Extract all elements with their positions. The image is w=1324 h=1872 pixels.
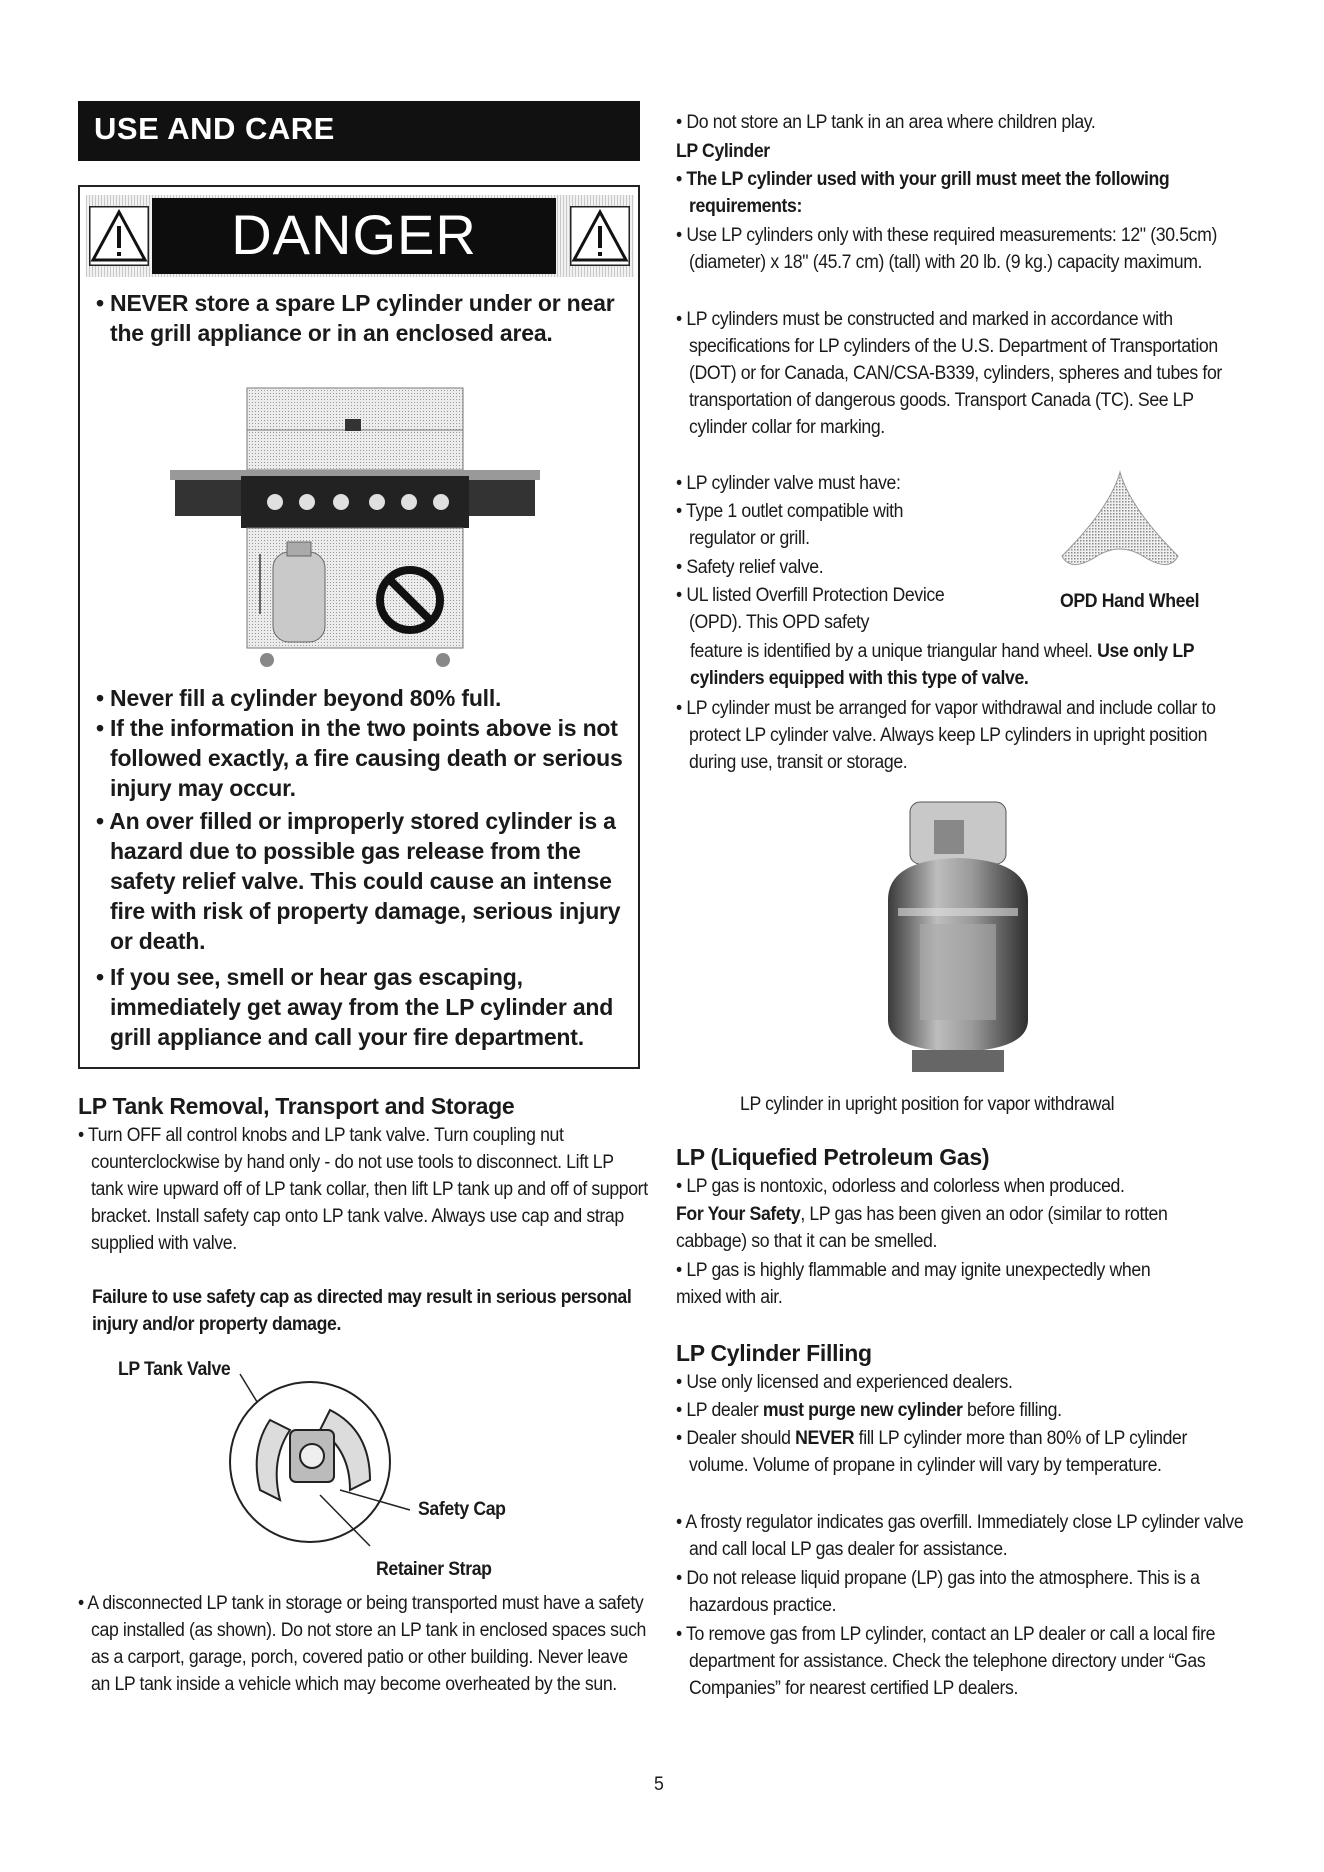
cylinder-construction: • LP cylinders must be constructed and marked in accordance with specifications for LP cylinders of the U.S. Department of Transportation (DOT) or for Canada, CAN/CSA-B339, cylinders, spheres and tubes for transportation of dangerous goods. Transport Canada (TC). See LP cylinder collar for marking. [676, 309, 1222, 438]
opd-hand-wheel-label: OPD Hand Wheel [1060, 591, 1200, 612]
section-title [78, 101, 640, 161]
for-your-safety-bold: For Your Safety [676, 1204, 801, 1225]
fill-purge-bold: must purge new cylinder [762, 1400, 963, 1421]
opd-hand-wheel-icon [1050, 468, 1190, 578]
valve-must-have: • LP cylinder valve must have: [676, 473, 901, 494]
label-retainer-strap: Retainer Strap [376, 1559, 492, 1580]
section-title-text: USE AND CARE [94, 111, 335, 146]
fill-never-c: fill LP cylinder more than 80% of LP cylinder volume. Volume of propane in cylinder will vary by temperature. [689, 1428, 1188, 1476]
warning-triangle-icon [570, 206, 630, 266]
removal-warning: Failure to use safety cap as directed may result in serious personal injury and/or property damage. [92, 1287, 632, 1335]
fill-never [676, 1425, 1247, 1479]
lp-gas-flammable: • LP gas is highly flammable and may ignite unexpectedly when mixed with air. [676, 1260, 1151, 1308]
safety-cap-diagram [210, 1370, 420, 1550]
fill-purge-c: before filling. [962, 1400, 1062, 1421]
fill-remove-gas: • To remove gas from LP cylinder, contact an LP dealer or call a local fire department for assistance. Check the telephone directory under “Gas Companies” for nearest certified LP dealers. [676, 1624, 1216, 1699]
lp-cylinder-heading: LP Cylinder [676, 141, 770, 162]
cylinder-requirements: • The LP cylinder used with your grill must meet the following requirements: [676, 169, 1170, 217]
type1-outlet: • Type 1 outlet compatible with regulator or grill. [676, 501, 904, 549]
safety-relief-valve: • Safety relief valve. [676, 557, 824, 578]
fill-frosty: • A frosty regulator indicates gas overfill. Immediately close LP cylinder valve and call local LP gas dealer for assistance. [676, 1512, 1244, 1560]
children-note: • Do not store an LP tank in an area where children play. [676, 112, 1096, 133]
fill-no-release: • Do not release liquid propane (LP) gas into the atmosphere. This is a hazardous practice. [676, 1568, 1200, 1616]
filling-heading: LP Cylinder Filling [676, 1340, 872, 1366]
danger-bullet-1: • Never fill a cylinder beyond 80% full. [96, 685, 502, 711]
danger-bullet-4: • If you see, smell or hear gas escaping, immediately get away from the LP cylinder and grill appliance and call your fire department. [96, 964, 614, 1050]
danger-label [152, 198, 556, 274]
ul-listed-opd: • UL listed Overfill Protection Device (OPD). This OPD safety [676, 585, 945, 633]
lp-gas-nontoxic: • LP gas is nontoxic, odorless and colorless when produced. [676, 1176, 1125, 1197]
danger-bullet-2: • If the information in the two points above is not followed exactly, a fire causing death or serious injury may occur. [96, 715, 623, 801]
opd-use-only: Use only LP cylinders equipped with this type of valve. [690, 641, 1194, 689]
fill-licensed: • Use only licensed and experienced dealers. [676, 1372, 1013, 1393]
removal-paragraph: • Turn OFF all control knobs and LP tank valve. Turn coupling nut counterclockwise by hand only - do not use tools to disconnect. Lift LP tank wire upward off of LP tank collar, then lift LP tank up and off of support bracket. Install safety cap onto LP tank valve. Always use cap and strap supplied with valve. [78, 1125, 648, 1254]
danger-bullet-never-store: • NEVER store a spare LP cylinder under or near the grill appliance or in an enclosed area. [96, 290, 615, 346]
opd-identified-text: feature is identified by a unique triangular hand wheel. [690, 641, 1093, 662]
fill-never-a: • Dealer should [676, 1428, 796, 1449]
warning-triangle-icon [89, 206, 149, 266]
danger-text: DANGER [231, 203, 477, 266]
storage-paragraph: • A disconnected LP tank in storage or being transported must have a safety cap installed (as shown). Do not store an LP tank in enclosed spaces such as a carport, garage, porch, covered patio or other building. Never leave an LP tank inside a vehicle which may become overheated by the sun. [78, 1593, 647, 1695]
lp-cylinder-illustration [868, 800, 1048, 1075]
label-lp-tank-valve: LP Tank Valve [118, 1359, 231, 1380]
removal-heading: LP Tank Removal, Transport and Storage [78, 1093, 515, 1119]
grill-illustration [165, 384, 545, 674]
label-safety-cap: Safety Cap [418, 1499, 506, 1520]
fill-purge [676, 1397, 1247, 1424]
cylinder-measurements: • Use LP cylinders only with these required measurements: 12" (30.5cm) (diameter) x 18" (45.7 cm) (tall) with 20 lb. (9 kg.) capacity maximum. [676, 225, 1217, 273]
page-number: 5 [654, 1774, 664, 1795]
for-your-safety-text: , LP gas has been given an odor (similar to rotten cabbage) so that it can be smelled. [676, 1204, 1168, 1252]
fill-never-bold: NEVER [795, 1428, 855, 1449]
lp-gas-heading: LP (Liquefied Petroleum Gas) [676, 1144, 990, 1170]
vapor-withdrawal-note: • LP cylinder must be arranged for vapor withdrawal and include collar to protect LP cylinder valve. Always keep LP cylinders in upright position during use, transit or storage. [676, 698, 1216, 773]
danger-bullet-3: • An over filled or improperly stored cylinder is a hazard due to possible gas release from the safety relief valve. This could cause an intense fire with risk of property damage, serious injury or death. [96, 808, 621, 954]
fill-purge-a: • LP dealer [676, 1400, 763, 1421]
cylinder-caption: LP cylinder in upright position for vapor withdrawal [740, 1094, 1115, 1115]
opd-identified [690, 638, 1239, 692]
for-your-safety [676, 1201, 1234, 1255]
